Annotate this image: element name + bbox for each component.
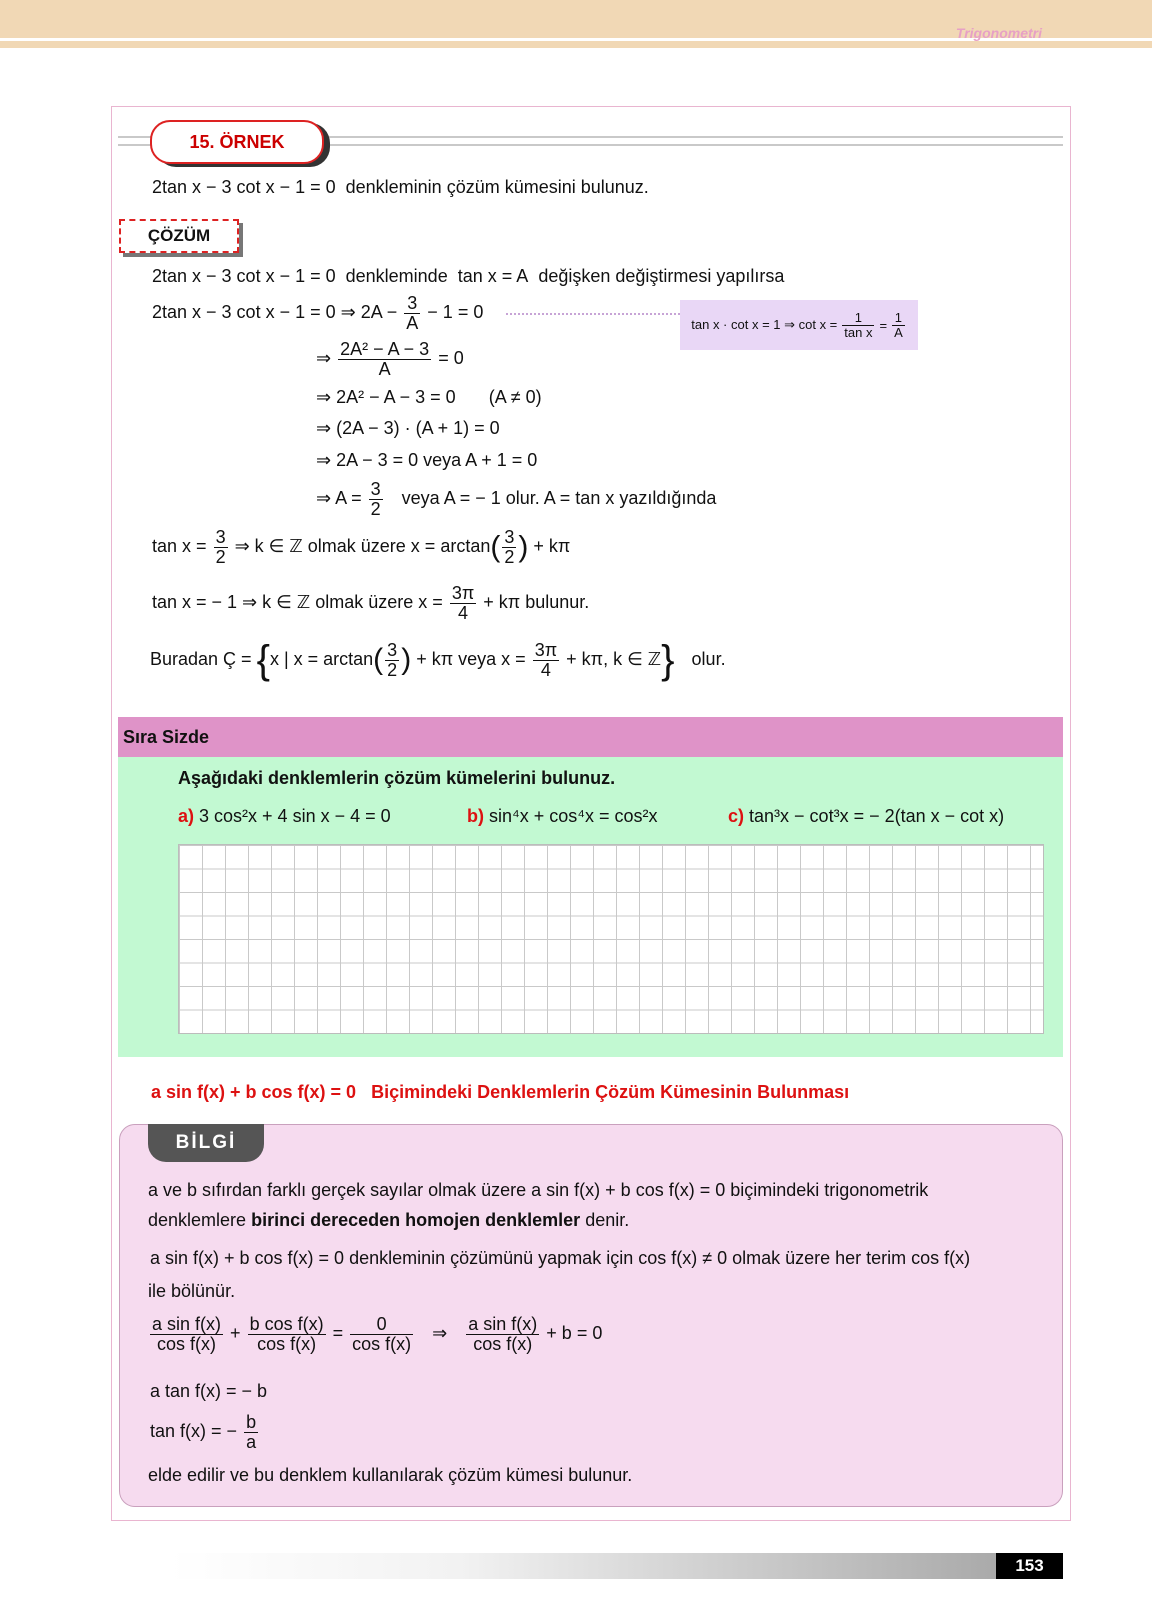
set-part-b: + kπ veya x = bbox=[416, 648, 526, 669]
formula-fraction-3: $\frac{0}{\text{cos f(x)}}$ bbox=[352, 1314, 412, 1354]
result2-fraction: $\frac{3\pi}{4}$ bbox=[451, 583, 475, 623]
step2-left: 2tan x − 3 cot x − 1 = 0 ⇒ 2A − bbox=[152, 302, 398, 323]
note-equals: = bbox=[879, 317, 888, 333]
step2-right: − 1 = 0 bbox=[427, 302, 484, 323]
solution-step-2 bbox=[152, 294, 483, 333]
exercise-a-equation: 3 cos²x + 4 sin x − 4 = 0 bbox=[199, 806, 391, 826]
solution-step-4 bbox=[316, 387, 542, 408]
set-end: olur. bbox=[691, 648, 726, 669]
set-arctan-fraction: $\frac{3}{2}$ bbox=[387, 639, 398, 680]
exercise-c bbox=[728, 806, 1004, 827]
step3-right: = 0 bbox=[438, 348, 464, 369]
info-line-tan-result bbox=[150, 1413, 260, 1452]
line1-substitution: tan x = A bbox=[457, 266, 529, 286]
note-left: tan x · cot x = 1 ⇒ cot x = bbox=[691, 317, 838, 332]
formula-fraction-4: $\frac{\text{a sin f(x)}}{\text{cos f(x)}}$ bbox=[468, 1314, 538, 1354]
footer-gradient bbox=[170, 1553, 996, 1579]
step4-condition: (A ≠ 0) bbox=[488, 387, 542, 407]
result1-end: + kπ bbox=[533, 536, 571, 557]
exercise-header: Sıra Sizde bbox=[118, 717, 1063, 757]
set-left: Buradan Ç = bbox=[150, 648, 252, 669]
set-fraction: $\frac{3\pi}{4}$ bbox=[534, 639, 558, 680]
info-conclusion: elde edilir ve bu denklem kullanılarak çözüm kümesi bulunur. bbox=[148, 1465, 633, 1485]
line1-mid: denkleminde bbox=[345, 266, 448, 286]
info-line-tan: a tan f(x) = − b bbox=[150, 1381, 268, 1401]
step4-equation: ⇒ 2A² − A − 3 = 0 bbox=[316, 387, 456, 407]
step7-fraction: $\frac{3}{2}$ bbox=[370, 479, 381, 519]
step3-fraction: $\frac{\text{2A² − A − 3}}{A}$ bbox=[340, 339, 430, 379]
problem-equation: 2tan x − 3 cot x − 1 = 0 bbox=[152, 177, 336, 197]
exercise-a-label: a) bbox=[178, 806, 195, 826]
solution-step-5: ⇒ (2A − 3) · (A + 1) = 0 bbox=[316, 418, 500, 438]
formula-fraction-2: $\frac{\text{b cos f(x)}}{\text{cos f(x)}}$ bbox=[249, 1314, 324, 1354]
solution-step-7 bbox=[316, 480, 716, 519]
formula-equals: = bbox=[332, 1323, 344, 1344]
top-stripe bbox=[0, 41, 1152, 48]
answer-grid[interactable] bbox=[178, 844, 1044, 1034]
exercise-b-label: b) bbox=[467, 806, 484, 826]
result1-left: tan x = bbox=[152, 536, 207, 557]
step2-fraction: $\frac{3}{A}$ bbox=[406, 293, 419, 333]
set-part-a: x | x = arctan bbox=[269, 648, 374, 669]
exercise-instruction: Aşağıdaki denklemlerin çözüm kümelerini bulunuz. bbox=[178, 768, 616, 788]
exercise-b bbox=[467, 806, 658, 827]
page-number: 153 bbox=[996, 1553, 1063, 1579]
info-p1-end: denir. bbox=[585, 1210, 630, 1230]
solution-line-1 bbox=[152, 266, 784, 287]
tan-result-left: tan f(x) = − bbox=[150, 1421, 238, 1442]
step7-right: veya A = − 1 olur. A = tan x yazıldığında bbox=[401, 488, 717, 509]
info-paragraph-2a: a sin f(x) + b cos f(x) = 0 denkleminin çözümünü yapmak için cos f(x) ≠ 0 olmak üzere her terim cos f(x) bbox=[150, 1248, 971, 1268]
chapter-title: Trigonometri bbox=[955, 25, 1042, 41]
result1-fraction: $\frac{3}{2}$ bbox=[215, 527, 226, 567]
example-problem bbox=[152, 177, 649, 198]
info-paragraph-1b bbox=[148, 1210, 629, 1231]
step7-left: ⇒ A = bbox=[316, 488, 362, 509]
result-1: tan x = $\frac{3}{2}$ ⇒ k ∈ ℤ olmak üzere x = arctan( $\frac{3}{2}$ ) + kπ bbox=[152, 527, 571, 567]
line1-equation: 2tan x − 3 cot x − 1 = 0 bbox=[152, 266, 336, 286]
exercise-a bbox=[178, 806, 391, 827]
result1-arctan-fraction: $\frac{3}{2}$ bbox=[504, 527, 515, 567]
section-text: Biçimindeki Denklemlerin Çözüm Kümesinin Bulunması bbox=[371, 1082, 850, 1102]
formula-fraction-1: $\frac{\text{a sin f(x)}}{\text{cos f(x)}}$ bbox=[152, 1314, 222, 1354]
note-fraction-1: $\frac{1}{\text{tan x}}$ bbox=[844, 309, 873, 340]
info-paragraph-2b: ile bölünür. bbox=[148, 1281, 236, 1301]
exercise-c-equation: tan³x − cot³x = − 2(tan x − cot x) bbox=[749, 806, 1005, 826]
result1-mid: ⇒ k ∈ ℤ olmak üzere x = arctan bbox=[234, 536, 491, 557]
info-p1-bold: birinci dereceden homojen denklemler bbox=[251, 1210, 581, 1230]
tan-result-fraction: $\frac{b}{a}$ bbox=[246, 1412, 257, 1452]
exercise-b-equation: sin⁴x + cos⁴x = cos²x bbox=[489, 806, 658, 826]
result2-left: tan x = − 1 ⇒ k ∈ ℤ olmak üzere x = bbox=[152, 592, 443, 613]
info-formula bbox=[148, 1315, 602, 1354]
note-connector bbox=[506, 313, 680, 315]
step3-arrow: ⇒ bbox=[316, 348, 332, 369]
formula-arrow: ⇒ bbox=[432, 1323, 448, 1344]
info-label: BİLGİ bbox=[148, 1124, 264, 1162]
line1-end: değişken değiştirmesi yapılırsa bbox=[538, 266, 785, 286]
info-p1-text: denklemlere bbox=[148, 1210, 247, 1230]
solution-label: ÇÖZÜM bbox=[119, 219, 239, 253]
section-equation: a sin f(x) + b cos f(x) = 0 bbox=[151, 1082, 357, 1102]
set-part-c: + kπ, k ∈ ℤ bbox=[566, 648, 662, 669]
solution-step-3 bbox=[316, 340, 464, 379]
problem-text: denkleminin çözüm kümesini bulunuz. bbox=[345, 177, 649, 197]
example-label: 15. ÖRNEK bbox=[150, 120, 324, 164]
result-2 bbox=[152, 584, 589, 623]
result2-end: + kπ bulunur. bbox=[483, 592, 590, 613]
note-fraction-2: $\frac{1}{A}$ bbox=[894, 309, 903, 340]
section-title bbox=[151, 1082, 849, 1103]
solution-step-6: ⇒ 2A − 3 = 0 veya A + 1 = 0 bbox=[316, 450, 538, 470]
identity-note bbox=[680, 300, 918, 350]
exercise-c-label: c) bbox=[728, 806, 745, 826]
formula-plus: + bbox=[230, 1323, 241, 1344]
formula-end: + b = 0 bbox=[546, 1323, 603, 1344]
info-paragraph-1a: a ve b sıfırdan farklı gerçek sayılar olmak üzere a sin f(x) + b cos f(x) = 0 biçimindeki trigonometrik bbox=[148, 1180, 929, 1200]
solution-set: Buradan Ç = {x | x = arctan( $\frac{3}{2}$ ) + kπ veya x = $\frac{3\pi}{4}$ + kπ, k ∈ ℤ} olur. bbox=[150, 638, 726, 682]
